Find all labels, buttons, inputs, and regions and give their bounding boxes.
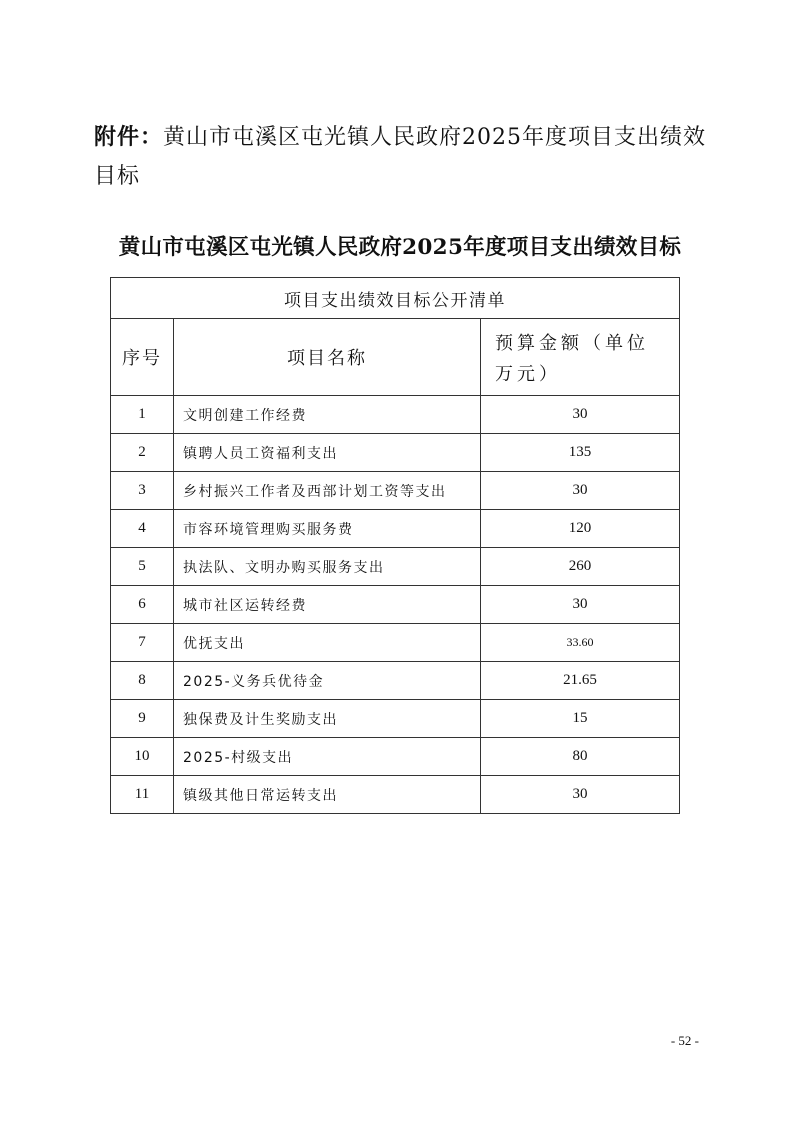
row-no: 11 xyxy=(111,776,174,814)
row-no: 1 xyxy=(111,396,174,434)
document-title: 黄山市屯溪区屯光镇人民政府2025年度项目支出绩效目标 xyxy=(118,235,682,260)
header-name: 项目名称 xyxy=(174,319,481,396)
page-number: - 52 - xyxy=(670,1033,699,1048)
row-name: 优抚支出 xyxy=(174,624,481,662)
row-amount: 30 xyxy=(481,776,680,814)
row-name: 2025-村级支出 xyxy=(174,738,481,776)
attachment-heading xyxy=(94,118,706,196)
row-no: 10 xyxy=(111,738,174,776)
row-amount: 135 xyxy=(481,434,680,472)
row-amount: 33.60 xyxy=(481,624,680,662)
table-caption: 项目支出绩效目标公开清单 xyxy=(111,278,680,319)
table-row xyxy=(111,662,680,700)
table-row xyxy=(111,434,680,472)
row-name: 2025-义务兵优待金 xyxy=(174,662,481,700)
row-name: 城市社区运转经费 xyxy=(174,586,481,624)
attachment-label: 附件： xyxy=(94,124,164,150)
row-amount: 30 xyxy=(481,586,680,624)
table-row xyxy=(111,548,680,586)
row-amount: 260 xyxy=(481,548,680,586)
row-name: 乡村振兴工作者及西部计划工资等支出 xyxy=(174,472,481,510)
row-amount: 21.65 xyxy=(481,662,680,700)
table-row xyxy=(111,472,680,510)
row-name: 镇级其他日常运转支出 xyxy=(174,776,481,814)
table-row xyxy=(111,510,680,548)
row-no: 9 xyxy=(111,700,174,738)
table-row xyxy=(111,738,680,776)
row-no: 3 xyxy=(111,472,174,510)
row-name: 文明创建工作经费 xyxy=(174,396,481,434)
row-no: 4 xyxy=(111,510,174,548)
row-no: 6 xyxy=(111,586,174,624)
row-amount: 30 xyxy=(481,472,680,510)
table-row xyxy=(111,776,680,814)
attachment-text: 黄山市屯溪区屯光镇人民政府2025年度项目支出绩效目标 xyxy=(94,125,707,189)
row-name: 独保费及计生奖励支出 xyxy=(174,700,481,738)
row-no: 2 xyxy=(111,434,174,472)
row-amount: 15 xyxy=(481,700,680,738)
budget-table xyxy=(110,277,680,814)
table-row xyxy=(111,396,680,434)
row-name: 执法队、文明办购买服务支出 xyxy=(174,548,481,586)
row-amount: 30 xyxy=(481,396,680,434)
header-amount: 预算金额（单位万元） xyxy=(481,319,680,396)
row-name: 镇聘人员工资福利支出 xyxy=(174,434,481,472)
table-row xyxy=(111,700,680,738)
row-no: 7 xyxy=(111,624,174,662)
row-no: 8 xyxy=(111,662,174,700)
table-row xyxy=(111,624,680,662)
row-name: 市容环境管理购买服务费 xyxy=(174,510,481,548)
row-amount: 120 xyxy=(481,510,680,548)
table-row xyxy=(111,586,680,624)
row-no: 5 xyxy=(111,548,174,586)
row-amount: 80 xyxy=(481,738,680,776)
header-no: 序号 xyxy=(111,319,174,396)
